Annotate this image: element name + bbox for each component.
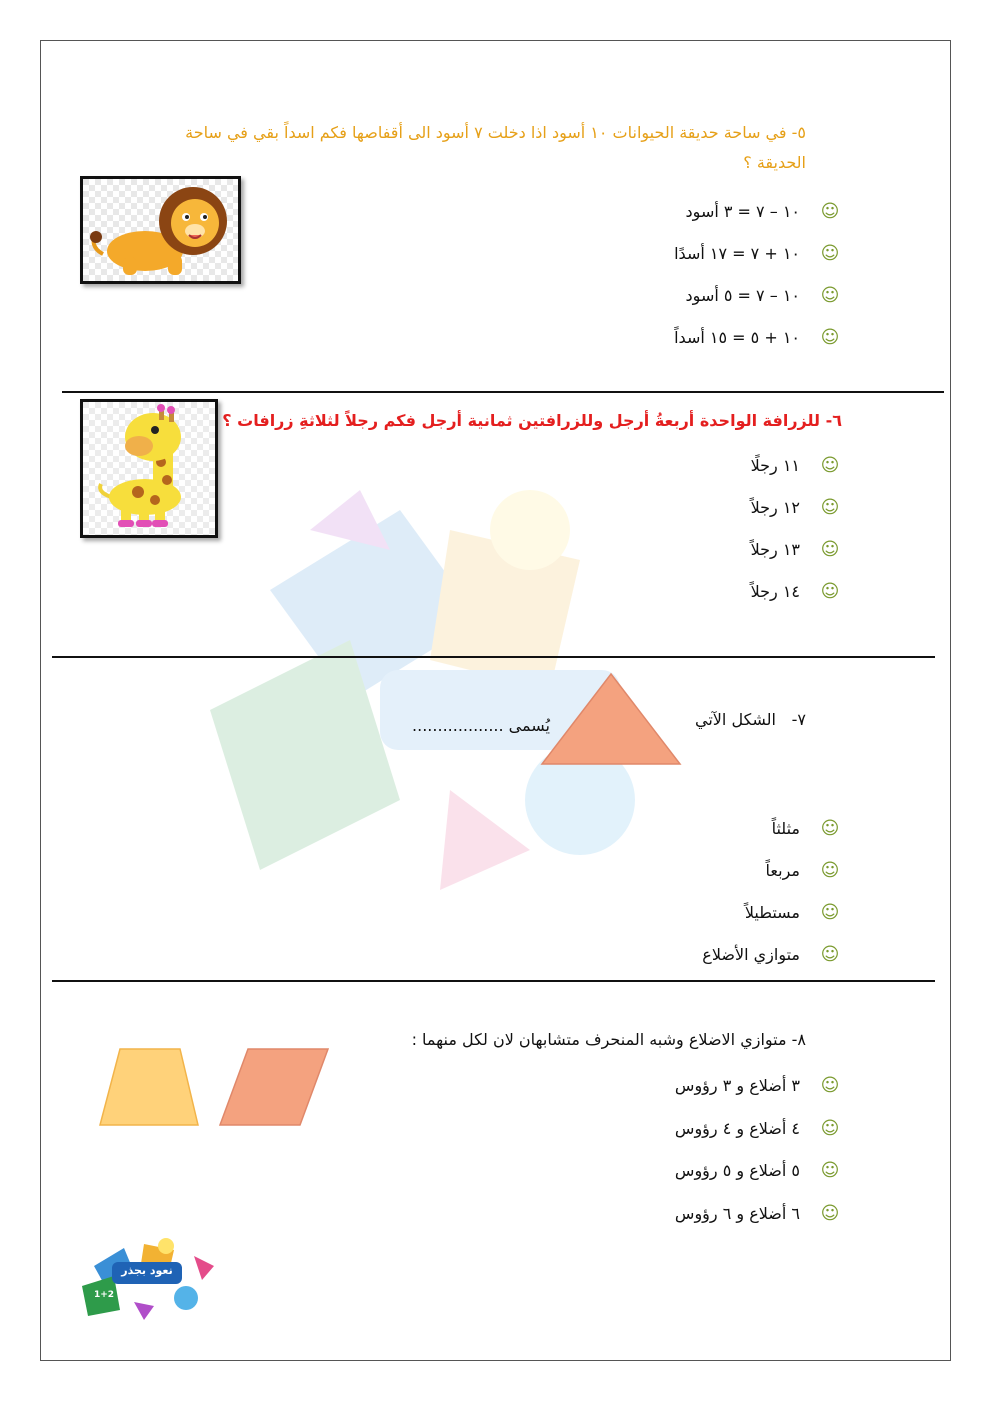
smiley-icon: ☺ bbox=[820, 1117, 840, 1139]
smiley-icon: ☺ bbox=[820, 859, 840, 881]
smiley-icon: ☺ bbox=[820, 817, 840, 839]
q8-option-4[interactable]: ☺ ٦ أضلاع و ٦ رؤوس bbox=[674, 1202, 840, 1224]
question-6-text: ٦- للزرافة الواحدة أربعةُ أرجل وللزرافتين ثمانية أرجل فكم رجلاً لثلاثةِ زرافات ؟ bbox=[222, 411, 842, 430]
smiley-icon: ☺ bbox=[820, 580, 840, 602]
q7-option-1[interactable]: ☺ مثلثاً bbox=[771, 817, 840, 839]
q5-option-2[interactable]: ☺ ١٠ + ٧ = ١٧ أسدًا bbox=[674, 242, 840, 264]
giraffe-icon bbox=[83, 402, 215, 535]
lion-icon bbox=[83, 179, 238, 281]
q8-option-1[interactable]: ☺ ٣ أضلاع و ٣ رؤوس bbox=[674, 1074, 840, 1096]
triangle-shape bbox=[540, 672, 682, 766]
smiley-icon: ☺ bbox=[820, 901, 840, 923]
q5-option-4[interactable]: ☺ ١٠ + ٥ = ١٥ أسداً bbox=[674, 326, 840, 348]
separator-3 bbox=[52, 980, 935, 982]
smiley-icon: ☺ bbox=[820, 538, 840, 560]
smiley-icon: ☺ bbox=[820, 284, 840, 306]
smiley-icon: ☺ bbox=[820, 943, 840, 965]
smiley-icon: ☺ bbox=[820, 454, 840, 476]
logo-badge: 1+2 bbox=[93, 1290, 115, 1300]
separator-2 bbox=[52, 656, 935, 658]
smiley-icon: ☺ bbox=[820, 496, 840, 518]
q6-option-2[interactable]: ☺ ١٢ رجلاً bbox=[750, 496, 840, 518]
smiley-icon: ☺ bbox=[820, 1159, 840, 1181]
brand-logo bbox=[74, 1236, 218, 1322]
question-7-lead: الشكل الآتي bbox=[695, 710, 776, 729]
q8-option-2[interactable]: ☺ ٤ أضلاع و ٤ رؤوس bbox=[674, 1117, 840, 1139]
q7-option-2[interactable]: ☺ مربعاً bbox=[765, 859, 840, 881]
question-7-number: ٧- bbox=[791, 710, 806, 729]
trapezoid-shape bbox=[98, 1047, 200, 1127]
q6-option-3[interactable]: ☺ ١٣ رجلاً bbox=[750, 538, 840, 560]
q6-option-1[interactable]: ☺ ١١ رجلًا bbox=[750, 454, 840, 476]
question-8-text: ٨- متوازي الاضلاع وشبه المنحرف متشابهان لان لكل منهما : bbox=[411, 1030, 806, 1049]
q7-option-4[interactable]: ☺ متوازي الأضلاع bbox=[702, 943, 840, 965]
question-7-tail: يُسمى .................. bbox=[412, 716, 550, 735]
smiley-icon: ☺ bbox=[820, 326, 840, 348]
lion-picture-frame bbox=[80, 176, 241, 284]
logo-text: نعود بجذر bbox=[121, 1264, 173, 1277]
smiley-icon: ☺ bbox=[820, 1074, 840, 1096]
q7-option-3[interactable]: ☺ مستطيلاً bbox=[744, 901, 840, 923]
q5-option-3[interactable]: ☺ ١٠ – ٧ = ٥ أسود bbox=[685, 284, 840, 306]
smiley-icon: ☺ bbox=[820, 242, 840, 264]
separator-1 bbox=[62, 391, 944, 393]
logo-graphic-icon bbox=[74, 1236, 218, 1322]
parallelogram-shape bbox=[218, 1047, 330, 1127]
q8-option-3[interactable]: ☺ ٥ أضلاع و ٥ رؤوس bbox=[674, 1159, 840, 1181]
q5-option-1[interactable]: ☺ ١٠ – ٧ = ٣ أسود bbox=[685, 200, 840, 222]
giraffe-picture-frame bbox=[80, 399, 218, 538]
smiley-icon: ☺ bbox=[820, 1202, 840, 1224]
smiley-icon: ☺ bbox=[820, 200, 840, 222]
q6-option-4[interactable]: ☺ ١٤ رجلاً bbox=[750, 580, 840, 602]
question-5-text: ٥- في ساحة حديقة الحيوانات ١٠ أسود اذا دخلت ٧ أسود الى أقفاصها فكم اسداً بقي في ساحة الحديقة ؟ bbox=[185, 123, 806, 172]
